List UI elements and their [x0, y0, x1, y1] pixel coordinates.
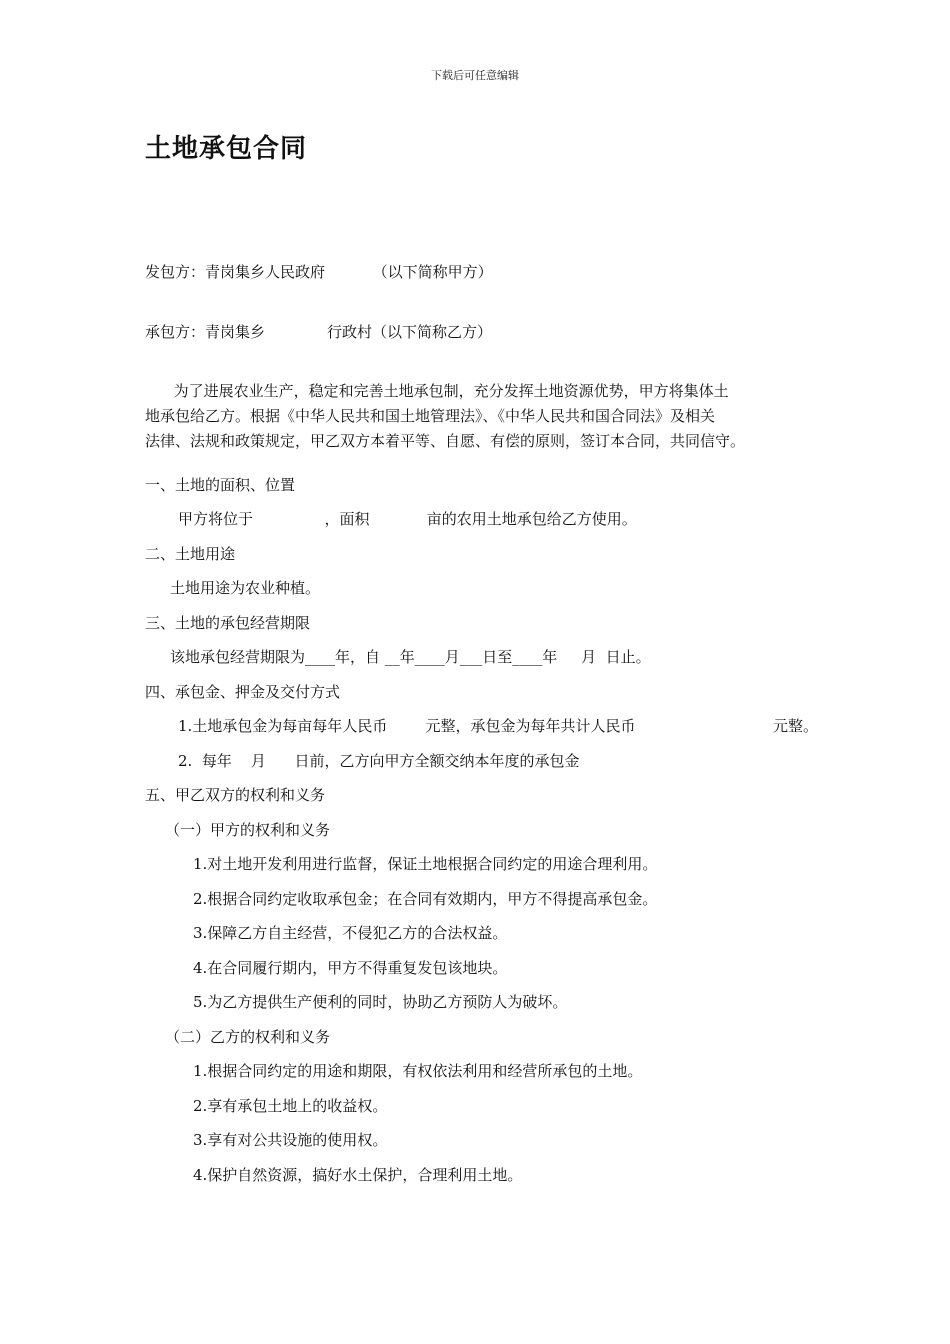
intro-line-2: 地承包给乙方。根据《中华人民共和国土地管理法》、《中华人民共和国合同法》及相关	[145, 407, 716, 425]
section-2-body: 土地用途为农业种植。	[170, 579, 321, 597]
section-1-body: 甲方将位于 ，面积 亩的农用土地承包给乙方使用。	[178, 510, 637, 528]
section-2-heading: 二、土地用途	[145, 545, 236, 563]
party-b-item: 2.享有承包土地上的收益权。	[193, 1097, 388, 1115]
page-header: 下载后可任意编辑	[431, 69, 519, 82]
intro-line-1: 为了进展农业生产，稳定和完善土地承包制，充分发挥土地资源优势，甲方将集体土	[145, 382, 729, 400]
party-b-item: 1.根据合同约定的用途和期限，有权依法利用和经营所承包的土地。	[193, 1062, 643, 1080]
party-b-item: 3.享有对公共设施的使用权。	[193, 1131, 388, 1149]
party-a-rights-heading: （一）甲方的权利和义务	[165, 821, 331, 839]
section-1-heading: 一、土地的面积、位置	[145, 476, 296, 494]
party-a-item: 2.根据合同约定收取承包金；在合同有效期内，甲方不得提高承包金。	[193, 890, 658, 908]
section-4-heading: 四、承包金、押金及交付方式	[145, 683, 341, 701]
party-b-item: 4.保护自然资源，搞好水土保护，合理利用土地。	[193, 1166, 523, 1184]
party-a-item: 5.为乙方提供生产便利的同时，协助乙方预防人为破坏。	[193, 993, 568, 1011]
party-a-item: 4.在合同履行期内，甲方不得重复发包该地块。	[193, 959, 508, 977]
party-b-rights-heading: （二）乙方的权利和义务	[165, 1028, 331, 1046]
section-4-item-2: 2. 每年 月 日前，乙方向甲方全额交纳本年度的承包金	[178, 752, 580, 770]
section-4-item-1-end: 元整。	[773, 717, 819, 735]
section-3-heading: 三、土地的承包经营期限	[145, 614, 311, 632]
section-4-item-1: 1.土地承包金为每亩每年人民币 元整，承包金为每年共计人民币	[178, 717, 636, 735]
intro-line-3: 法律、法规和政策规定，甲乙双方本着平等、自愿、有偿的原则，签订本合同，共同信守。	[145, 432, 746, 450]
party-b-line: 承包方：青岗集乡 行政村（以下简称乙方）	[145, 323, 492, 341]
party-a-item: 3.保障乙方自主经营，不侵犯乙方的合法权益。	[193, 924, 508, 942]
section-3-body: 该地承包经营期限为____年，自 __年____月___日至____年 月 日止。	[170, 648, 651, 666]
document-title: 土地承包合同	[145, 134, 308, 164]
party-a-line: 发包方：青岗集乡人民政府 （以下简称甲方）	[145, 263, 493, 281]
section-5-heading: 五、甲乙双方的权利和义务	[145, 786, 326, 804]
party-a-item: 1.对土地开发利用进行监督，保证土地根据合同约定的用途合理利用。	[193, 855, 658, 873]
